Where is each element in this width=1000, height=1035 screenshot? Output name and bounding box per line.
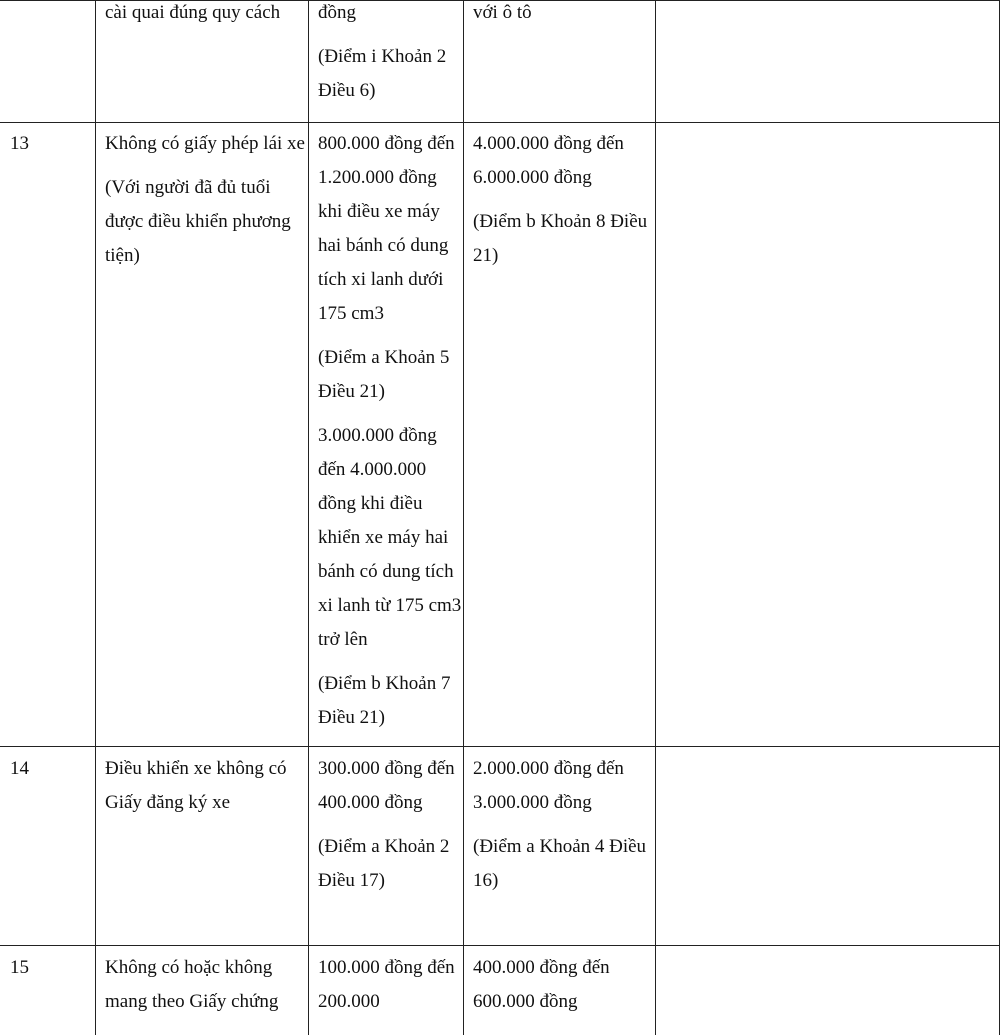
violation-text: Không có giấy phép lái xe	[105, 133, 305, 154]
car-fine-cell	[473, 127, 653, 273]
row-number: 14	[10, 758, 29, 779]
car-fine-cell	[473, 752, 653, 898]
fine-text: 2.000.000 đồng đến 3.000.000 đồng	[473, 758, 624, 813]
row-divider	[0, 945, 1000, 946]
motorbike-fine-cell	[318, 951, 463, 1019]
legal-reference: (Điểm a Khoản 5 Điều 21)	[318, 347, 450, 402]
fine-text: 3.000.000 đồng đến 4.000.000 đồng khi điều khiển xe máy hai bánh có dung tích xi lanh từ 175 cm3 trở lên	[318, 425, 462, 650]
violation-text: cài quai đúng quy cách	[105, 2, 281, 23]
violation-cell	[105, 951, 305, 1019]
row-number: 15	[10, 957, 29, 978]
legal-reference: (Điểm b Khoản 8 Điều 21)	[473, 211, 648, 266]
legal-reference: (Điểm a Khoản 4 Điều 16)	[473, 836, 647, 891]
legal-reference: (Điểm b Khoản 7 Điều 21)	[318, 673, 451, 728]
fine-text: với ô tô	[473, 2, 532, 23]
motorbike-fine-cell	[318, 752, 463, 898]
violation-note: (Với người đã đủ tuổi được điều khiển phương tiện)	[105, 177, 291, 266]
motorbike-fine-cell	[318, 127, 463, 735]
car-fine-cell	[473, 0, 653, 30]
fine-text: 800.000 đồng đến 1.200.000 đồng khi điều xe máy hai bánh có dung tích xi lanh dưới 175 cm3	[318, 133, 455, 324]
fine-text: đồng	[318, 2, 356, 23]
row-divider	[0, 746, 1000, 747]
column-divider	[308, 0, 309, 1035]
fine-text: 400.000 đồng đến 600.000 đồng	[473, 957, 610, 1012]
violation-cell	[105, 0, 305, 30]
row-divider	[0, 122, 1000, 123]
legal-reference: (Điểm a Khoản 2 Điều 17)	[318, 836, 450, 891]
row-number: 13	[10, 133, 29, 154]
fine-text: 300.000 đồng đến 400.000 đồng	[318, 758, 455, 813]
fine-text: 100.000 đồng đến 200.000	[318, 957, 455, 1012]
legal-reference: (Điểm i Khoản 2 Điều 6)	[318, 46, 447, 101]
fine-text: 4.000.000 đồng đến 6.000.000 đồng	[473, 133, 624, 188]
motorbike-fine-cell	[318, 0, 463, 108]
violation-cell	[105, 752, 305, 820]
violation-text: Không có hoặc không mang theo Giấy chứng	[105, 957, 279, 1012]
column-divider	[655, 0, 656, 1035]
column-divider	[95, 0, 96, 1035]
column-divider	[463, 0, 464, 1035]
car-fine-cell	[473, 951, 653, 1019]
violation-text: Điều khiển xe không có Giấy đăng ký xe	[105, 758, 287, 813]
violation-cell	[105, 127, 305, 273]
